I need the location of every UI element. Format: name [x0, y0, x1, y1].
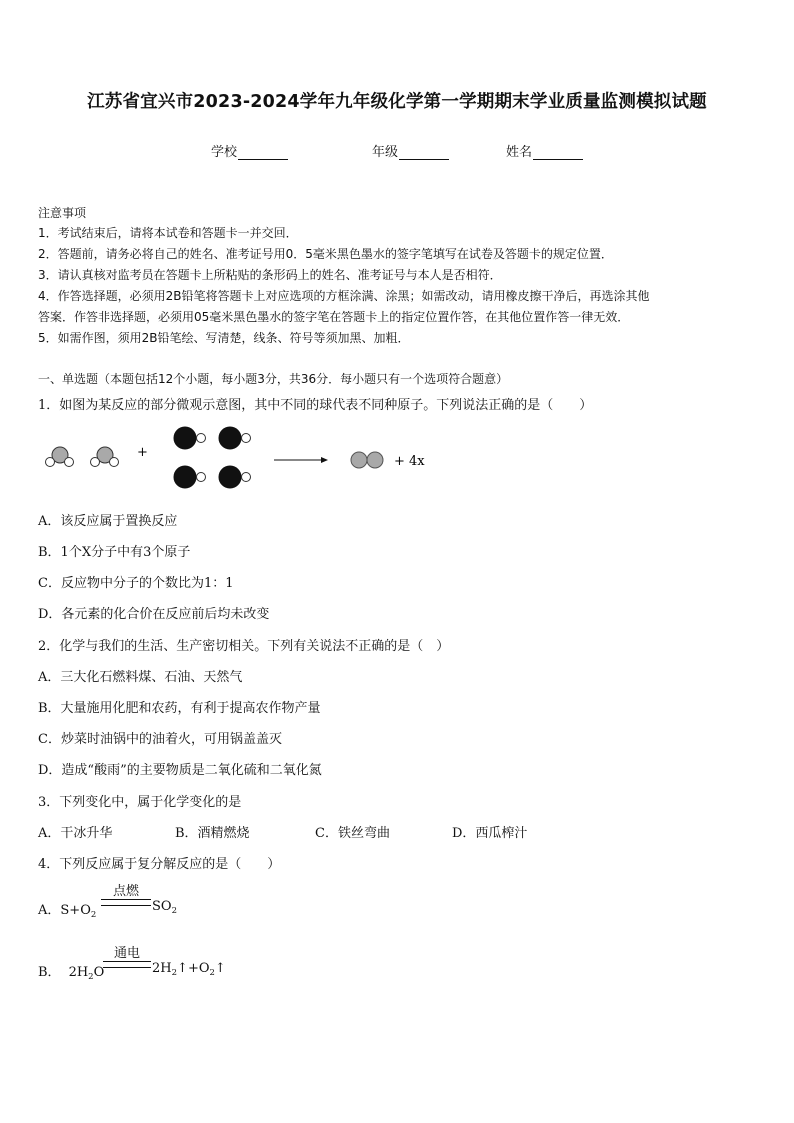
question-1-option[interactable]: C．反应物中分子的个数比为1：1: [38, 576, 234, 591]
question-4-option-a-product: $SO_2$: [152, 899, 177, 916]
reactant-molecule-b: [174, 427, 206, 449]
name-field: [506, 141, 583, 160]
equals-sign: [103, 961, 151, 968]
notice-item: 1．考试结束后，请将本试卷和答题卡一并交回．: [38, 226, 298, 240]
equals-sign: [101, 899, 151, 906]
product-molecule: [351, 452, 383, 468]
question-3-option[interactable]: A．干冰升华: [38, 826, 113, 841]
plus-sign: +: [137, 445, 148, 460]
school-blank[interactable]: [238, 146, 288, 160]
reactant-molecule-a: [46, 447, 74, 467]
product-x-label: + 4x: [394, 454, 425, 469]
question-1-stem: 1．如图为某反应的部分微观示意图，其中不同的球代表不同种原子。下列说法正确的是（ ）: [38, 398, 593, 413]
question-3-option[interactable]: D．西瓜榨汁: [452, 826, 528, 841]
question-1-option[interactable]: A．该反应属于置换反应: [38, 514, 178, 529]
reaction-arrow: [274, 457, 328, 463]
up-arrow-icon: ↑: [214, 961, 226, 976]
question-4-stem: 4．下列反应属于复分解反应的是（ ）: [38, 857, 281, 872]
reactant-molecule-a: [91, 447, 119, 467]
notice-item: 3．请认真核对监考员在答题卡上所粘贴的条形码上的姓名、准考证号与本人是否相符．: [38, 268, 502, 282]
question-2-option[interactable]: B．大量施用化肥和农药，有利于提高农作物产量: [38, 701, 321, 716]
notice-item: 4．作答选择题，必须用2B铅笔将答题卡上对应选项的方框涂满、涂黑；如需改动，请用橡皮擦干净后，再选涂其他: [38, 289, 650, 303]
notice-item: 5．如需作图，须用2B铅笔绘、写清楚，线条、符号等须加黑、加粗．: [38, 331, 410, 345]
school-label: 学校: [211, 145, 238, 160]
school-field: [211, 141, 288, 160]
grade-label: 年级: [372, 145, 399, 160]
question-4-option-a[interactable]: A．$S+O_2$: [38, 903, 97, 920]
question-1-option[interactable]: D．各元素的化合价在反应前后均未改变: [38, 607, 270, 622]
name-label: 姓名: [506, 145, 533, 160]
question-4-option-b-products: $2H_2↑+O_2↑$: [152, 961, 226, 978]
question-3-option[interactable]: B．酒精燃烧: [175, 826, 250, 841]
question-3-stem: 3．下列变化中，属于化学变化的是: [38, 795, 242, 810]
up-arrow-icon: ↑: [177, 961, 188, 976]
notice-item: 答案．作答非选择题，必须用05毫米黑色墨水的签字笔在答题卡上的指定位置作答，在其他位置作答一律无效．: [38, 310, 630, 324]
reactant-molecule-b: [219, 427, 251, 449]
grade-field: [372, 141, 449, 160]
notice-item: 2．答题前，请务必将自己的姓名、准考证号用0．5毫米黑色墨水的签字笔填写在试卷及答题卡的规定位置．: [38, 247, 613, 261]
question-3-option[interactable]: C．铁丝弯曲: [315, 826, 390, 841]
question-2-stem: 2．化学与我们的生活、生产密切相关。下列有关说法不正确的是（ ）: [38, 639, 450, 654]
reactant-molecule-b: [174, 466, 206, 488]
section-heading: 一、单选题（本题包括12个小题，每小题3分，共36分．每小题只有一个选项符合题意）: [38, 372, 509, 386]
grade-blank[interactable]: [399, 146, 449, 160]
question-1-option[interactable]: B．1个X分子中有3个原子: [38, 545, 191, 560]
question-4-option-b[interactable]: B． $2H_2O$: [38, 965, 105, 982]
page-title: 江苏省宜兴市2023-2024学年九年级化学第一学期期末学业质量监测模拟试题: [87, 92, 707, 112]
question-2-option[interactable]: A．三大化石燃料煤、石油、天然气: [38, 670, 243, 685]
question-2-option[interactable]: D．造成“酸雨”的主要物质是二氧化硫和二氧化氮: [38, 763, 322, 778]
reaction-diagram: [40, 420, 440, 500]
condition-ignite: 点燃: [101, 884, 151, 906]
reactant-molecule-b: [219, 466, 251, 488]
condition-electrify: 通电: [103, 946, 151, 968]
name-blank[interactable]: [533, 146, 583, 160]
notice-heading: 注意事项: [38, 206, 87, 220]
question-2-option[interactable]: C．炒菜时油锅中的油着火，可用锅盖盖灭: [38, 732, 282, 747]
